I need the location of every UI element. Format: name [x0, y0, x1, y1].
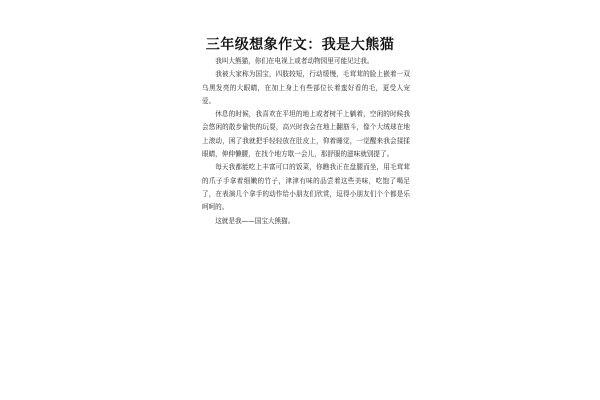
paragraph-intro: 我叫大熊猫，你们在电视上或者动物园里可能见过我。 [215, 57, 374, 65]
document-title: 三年级想象作文：我是大熊猫 [205, 37, 395, 53]
paragraph-rest-and-play: 休息的时候，我喜欢在平坦的地上或者树干上躺着，空闲的时候我会悠闲的散步偷快的玩耍，高兴时我会在地上翻筋斗，像个大绒球在地上滚动，困了我就把手轻轻放在肚皮上，仰着睡觉，一觉醒来我会揉揉眼睛，伸伸懒腰，在找个地方歇一会儿，那舒服的滋味就别提了。 [202, 110, 410, 159]
paragraph-meals: 每天我都能吃上丰富可口的饭菜，你瞧我正在盘腿而坐，用毛茸茸的爪子手拿着细嫩的竹子，津津有味的品尝着这些美味，吃饱了喝足了，在表演几个拿手的动作给小朋友们欣赏，逗得小朋友们个个都是乐呵呵的。 [202, 163, 410, 212]
document-body [202, 55, 410, 228]
paragraph-appearance: 我被大家称为国宝，四肢较短，行动缓慢，毛茸茸的脸上嵌着一双乌黑发亮的大眼睛，在加上身上有些部位长着蛮好看的毛，更受人宠爱。 [202, 70, 410, 105]
paragraph-conclusion: 这就是我——国宝大熊猫。 [215, 216, 295, 225]
